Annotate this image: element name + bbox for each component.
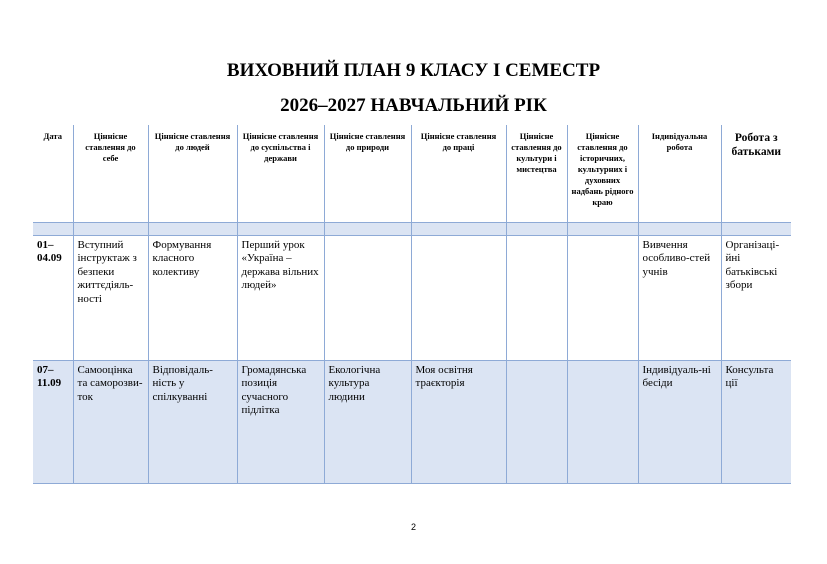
header-self: Ціннісне ставлення до себе	[73, 125, 148, 223]
table-cell: Формування класного колективу	[148, 236, 237, 361]
table-cell: Вивчення особливо-стей учнів	[638, 236, 721, 361]
table-cell	[506, 361, 567, 484]
table-cell: Громадянська позиція сучасного підлітка	[237, 361, 324, 484]
header-parents-work: Робота з батьками	[721, 125, 791, 223]
education-plan-table	[33, 125, 791, 484]
table-row	[33, 361, 791, 484]
header-heritage: Ціннісне ставлення до історичних, культурних і духовних надбань рідного краю	[567, 125, 638, 223]
table-cell: Вступний інструктаж з безпеки життєдіяль-ності	[73, 236, 148, 361]
table-cell	[324, 236, 411, 361]
table-cell: Екологічна культура людини	[324, 361, 411, 484]
table-cell: Перший урок «Україна – держава вільних людей»	[237, 236, 324, 361]
table-cell: Консульта ції	[721, 361, 791, 484]
header-work: Ціннісне ставлення до праці	[411, 125, 506, 223]
row-date: 01–04.09	[33, 236, 73, 361]
table-cell: Самооцінка та саморозви-ток	[73, 361, 148, 484]
table-cell: Організаці-йні батьківські збори	[721, 236, 791, 361]
header-nature: Ціннісне ставлення до природи	[324, 125, 411, 223]
row-date: 07–11.09	[33, 361, 73, 484]
table-cell	[567, 236, 638, 361]
table-spacer-row	[33, 223, 791, 236]
table-cell: Індивідуаль-ні бесіди	[638, 361, 721, 484]
table-cell	[567, 361, 638, 484]
header-date: Дата	[33, 125, 73, 223]
document-title: ВИХОВНИЙ ПЛАН 9 КЛАСУ І СЕМЕСТР	[226, 60, 601, 81]
header-culture: Ціннісне ставлення до культури і мистецтва	[506, 125, 567, 223]
table-cell	[506, 236, 567, 361]
table-cell: Відповідаль-ність у спілкуванні	[148, 361, 237, 484]
page-number: 2	[410, 522, 416, 532]
header-people: Ціннісне ставлення до людей	[148, 125, 237, 223]
table-cell	[411, 236, 506, 361]
header-society: Ціннісне ставлення до суспільства і держави	[237, 125, 324, 223]
table-cell: Моя освітня траєкторія	[411, 361, 506, 484]
academic-year-title: 2026–2027 НАВЧАЛЬНИЙ РІК	[280, 95, 547, 116]
header-individual-work: Індивідуальна робота	[638, 125, 721, 223]
table-header-row	[33, 125, 791, 223]
table-row	[33, 236, 791, 361]
